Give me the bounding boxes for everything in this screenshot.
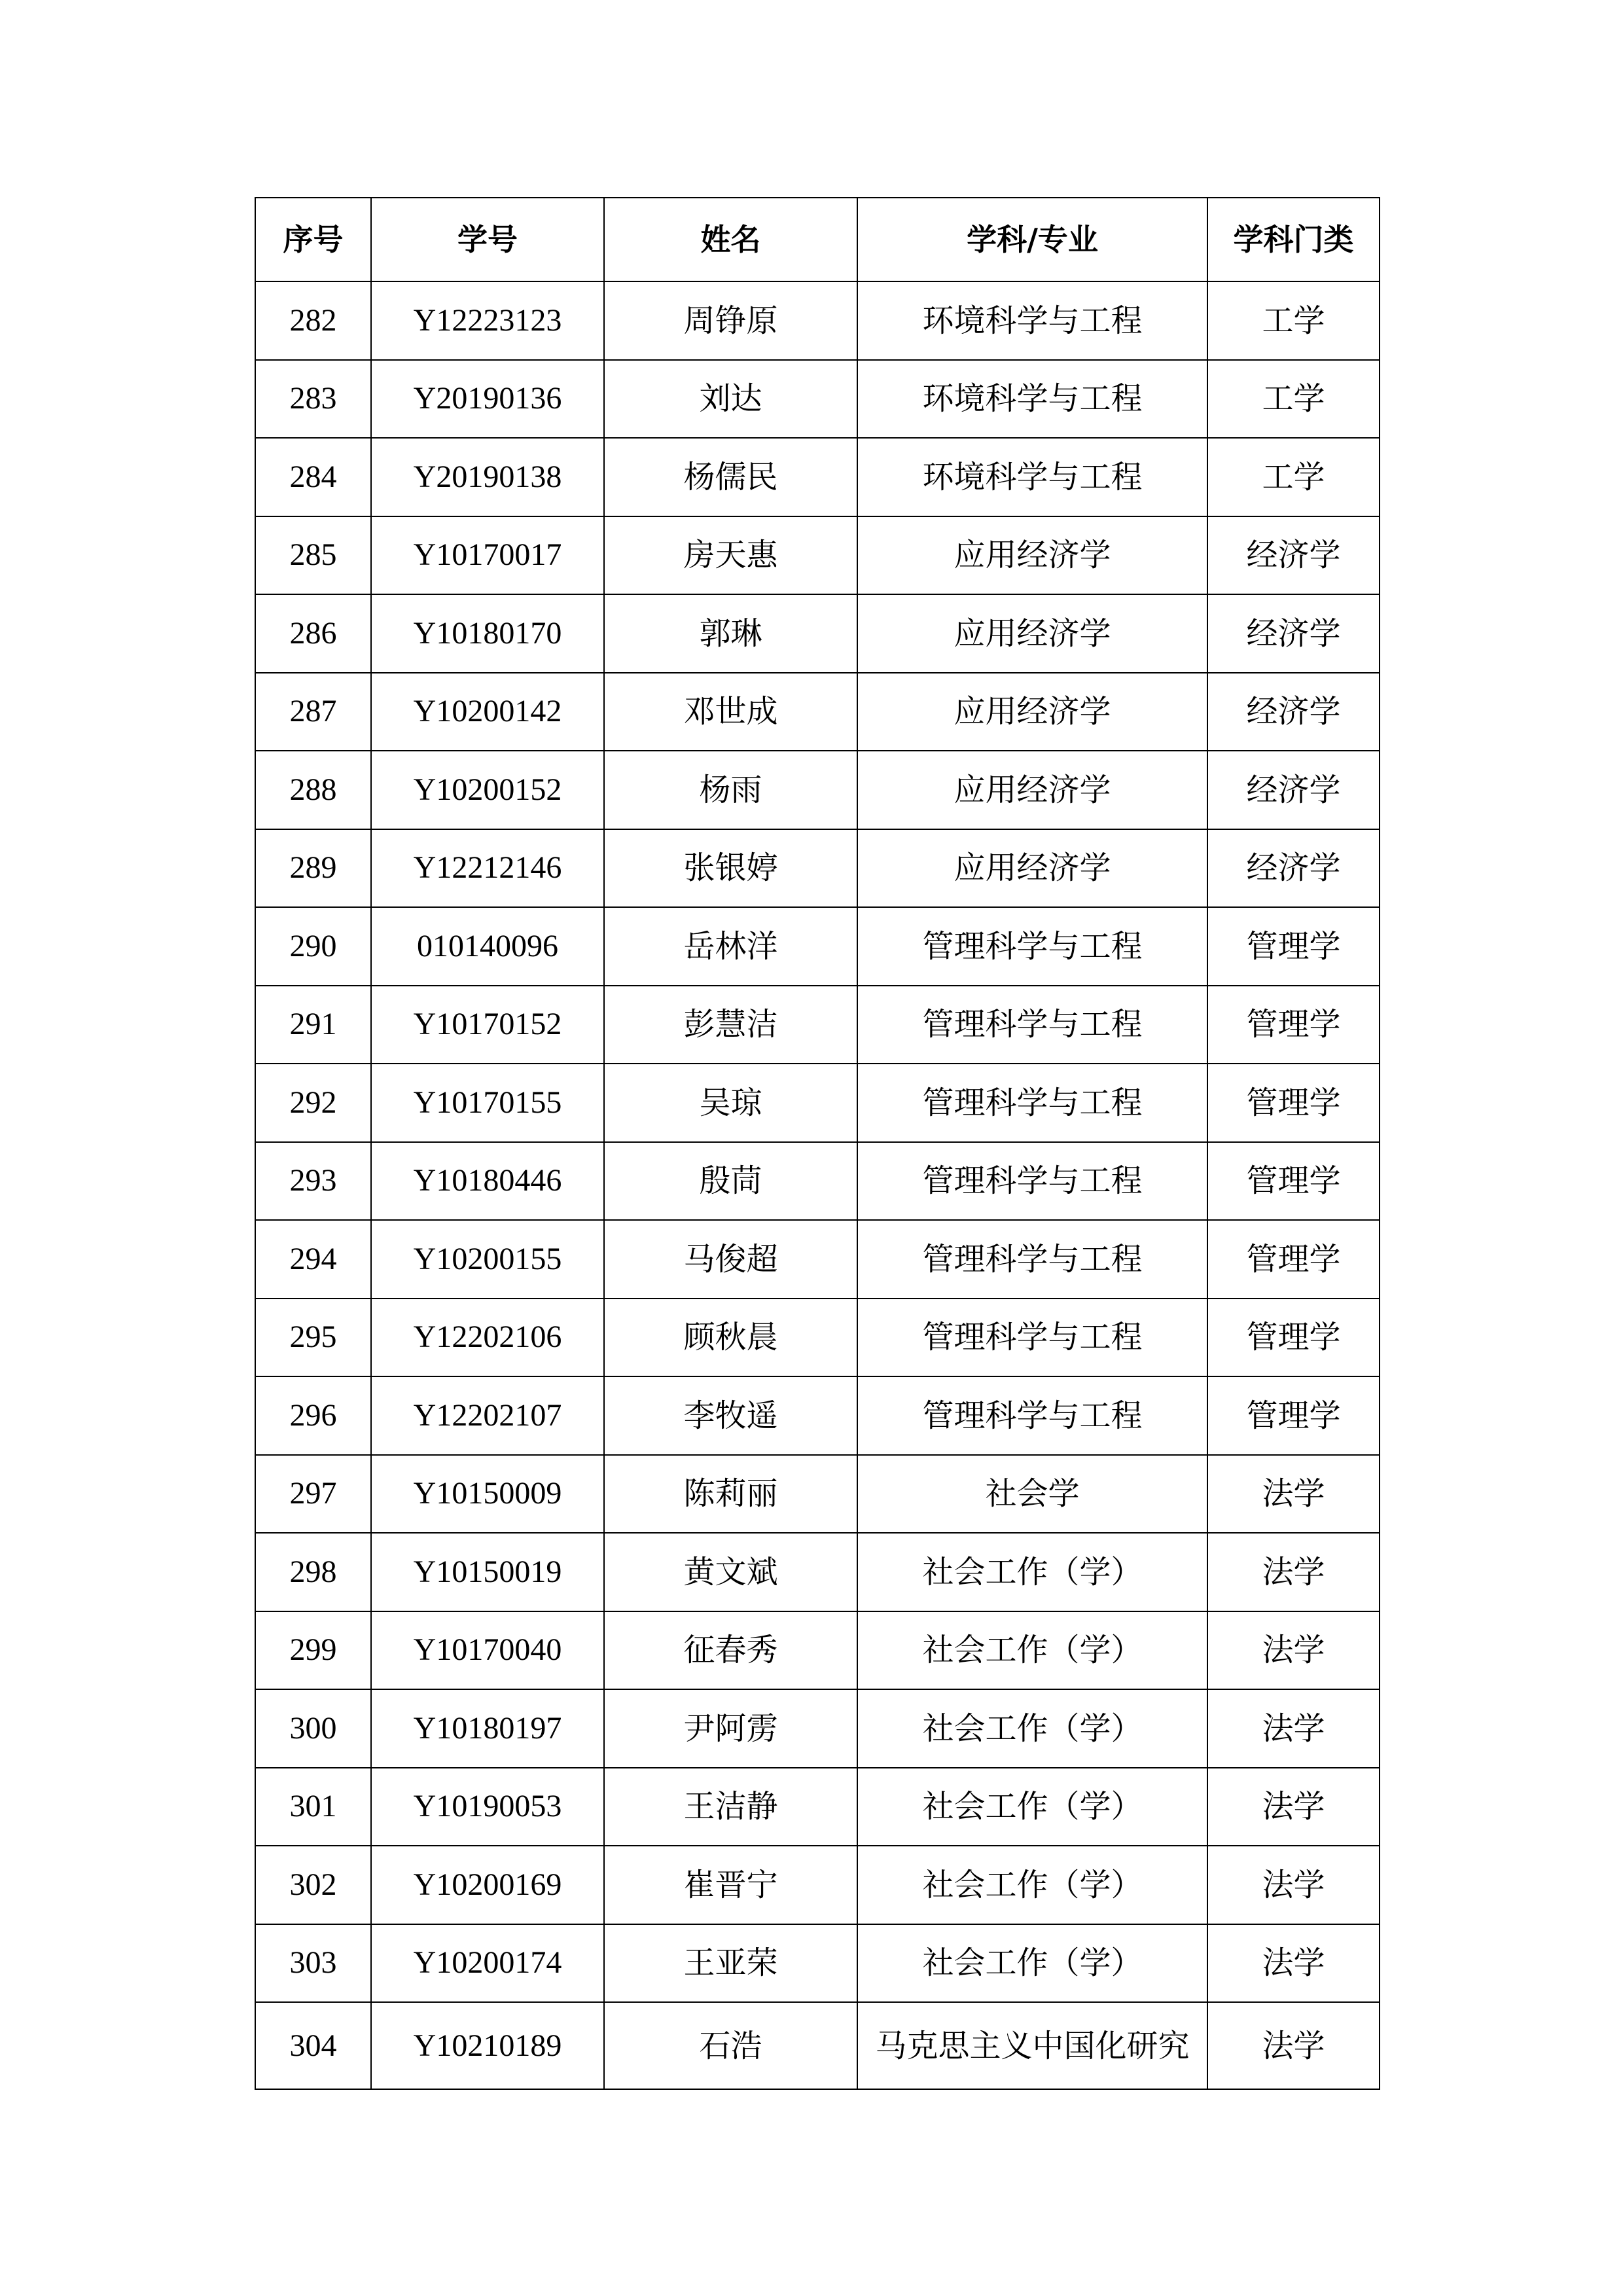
cell-seq: 294 [255, 1220, 371, 1299]
cell-category: 管理学 [1207, 986, 1380, 1064]
cell-category: 工学 [1207, 438, 1380, 516]
cell-student-id: Y10150019 [371, 1533, 604, 1611]
cell-student-id: Y10180446 [371, 1142, 604, 1221]
cell-major: 管理科学与工程 [857, 1299, 1207, 1377]
cell-category: 法学 [1207, 1689, 1380, 1768]
table-row [255, 516, 1380, 595]
cell-seq: 300 [255, 1689, 371, 1768]
cell-name: 岳林洋 [604, 907, 857, 986]
cell-name: 郭琳 [604, 594, 857, 673]
table-body [255, 281, 1380, 2089]
cell-major: 社会工作（学） [857, 1689, 1207, 1768]
cell-seq: 284 [255, 438, 371, 516]
table-row [255, 1689, 1380, 1768]
cell-student-id: Y10200142 [371, 673, 604, 751]
cell-category: 管理学 [1207, 907, 1380, 986]
cell-major: 社会工作（学） [857, 1768, 1207, 1846]
cell-seq: 303 [255, 1924, 371, 2003]
cell-seq: 293 [255, 1142, 371, 1221]
cell-category: 经济学 [1207, 594, 1380, 673]
cell-name: 王亚荣 [604, 1924, 857, 2003]
cell-name: 邓世成 [604, 673, 857, 751]
cell-category: 管理学 [1207, 1142, 1380, 1221]
cell-student-id: Y10200152 [371, 751, 604, 829]
cell-major: 马克思主义中国化研究 [857, 2002, 1207, 2089]
table-row [255, 1768, 1380, 1846]
table-row [255, 438, 1380, 516]
cell-student-id: Y10200174 [371, 1924, 604, 2003]
table-row [255, 2002, 1380, 2089]
cell-seq: 302 [255, 1846, 371, 1924]
cell-student-id: Y10170152 [371, 986, 604, 1064]
cell-category: 管理学 [1207, 1220, 1380, 1299]
cell-seq: 298 [255, 1533, 371, 1611]
cell-student-id: Y20190136 [371, 360, 604, 439]
cell-name: 吴琼 [604, 1064, 857, 1142]
cell-seq: 283 [255, 360, 371, 439]
cell-major: 管理科学与工程 [857, 907, 1207, 986]
cell-name: 周铮原 [604, 281, 857, 360]
cell-seq: 286 [255, 594, 371, 673]
cell-name: 崔晋宁 [604, 1846, 857, 1924]
cell-student-id: Y10170040 [371, 1611, 604, 1690]
cell-category: 经济学 [1207, 516, 1380, 595]
table-row [255, 1142, 1380, 1221]
cell-major: 管理科学与工程 [857, 1142, 1207, 1221]
cell-major: 管理科学与工程 [857, 1376, 1207, 1455]
cell-name: 顾秋晨 [604, 1299, 857, 1377]
cell-category: 法学 [1207, 1924, 1380, 2003]
cell-name: 王洁静 [604, 1768, 857, 1846]
table-row [255, 360, 1380, 439]
cell-category: 法学 [1207, 1533, 1380, 1611]
table-row [255, 986, 1380, 1064]
cell-category: 经济学 [1207, 829, 1380, 908]
cell-seq: 295 [255, 1299, 371, 1377]
cell-seq: 287 [255, 673, 371, 751]
table-row [255, 1064, 1380, 1142]
table-row [255, 1924, 1380, 2003]
cell-name: 杨儒民 [604, 438, 857, 516]
cell-name: 彭慧洁 [604, 986, 857, 1064]
cell-major: 社会工作（学） [857, 1846, 1207, 1924]
cell-student-id: Y12202107 [371, 1376, 604, 1455]
cell-seq: 282 [255, 281, 371, 360]
cell-category: 经济学 [1207, 673, 1380, 751]
cell-name: 黄文斌 [604, 1533, 857, 1611]
cell-category: 工学 [1207, 281, 1380, 360]
cell-student-id: Y12223123 [371, 281, 604, 360]
cell-student-id: Y12212146 [371, 829, 604, 908]
cell-major: 应用经济学 [857, 673, 1207, 751]
cell-name: 陈莉丽 [604, 1455, 857, 1534]
table-row [255, 751, 1380, 829]
cell-category: 工学 [1207, 360, 1380, 439]
cell-category: 法学 [1207, 1846, 1380, 1924]
cell-major: 环境科学与工程 [857, 360, 1207, 439]
cell-student-id: Y10210189 [371, 2002, 604, 2089]
cell-major: 管理科学与工程 [857, 986, 1207, 1064]
cell-name: 李牧遥 [604, 1376, 857, 1455]
table-row [255, 907, 1380, 986]
header-student-id: 学号 [371, 198, 604, 281]
cell-name: 征春秀 [604, 1611, 857, 1690]
cell-seq: 285 [255, 516, 371, 595]
table-row [255, 594, 1380, 673]
cell-major: 环境科学与工程 [857, 281, 1207, 360]
cell-student-id: Y10200155 [371, 1220, 604, 1299]
cell-seq: 304 [255, 2002, 371, 2089]
cell-seq: 299 [255, 1611, 371, 1690]
cell-student-id: Y10180170 [371, 594, 604, 673]
table-row [255, 1533, 1380, 1611]
table-row [255, 1846, 1380, 1924]
cell-student-id: Y10190053 [371, 1768, 604, 1846]
cell-major: 管理科学与工程 [857, 1220, 1207, 1299]
cell-seq: 292 [255, 1064, 371, 1142]
cell-seq: 290 [255, 907, 371, 986]
header-row [255, 198, 1380, 281]
cell-student-id: Y12202106 [371, 1299, 604, 1377]
header-major: 学科/专业 [857, 198, 1207, 281]
cell-category: 法学 [1207, 1455, 1380, 1534]
table-row [255, 1611, 1380, 1690]
cell-category: 法学 [1207, 1768, 1380, 1846]
table-row [255, 673, 1380, 751]
cell-name: 房天惠 [604, 516, 857, 595]
cell-major: 社会工作（学） [857, 1924, 1207, 2003]
cell-seq: 296 [255, 1376, 371, 1455]
cell-major: 应用经济学 [857, 594, 1207, 673]
roster-table [255, 197, 1380, 2090]
cell-major: 社会工作（学） [857, 1533, 1207, 1611]
cell-seq: 291 [255, 986, 371, 1064]
cell-student-id: Y10200169 [371, 1846, 604, 1924]
cell-major: 应用经济学 [857, 829, 1207, 908]
cell-major: 环境科学与工程 [857, 438, 1207, 516]
table-row [255, 1376, 1380, 1455]
cell-name: 殷茼 [604, 1142, 857, 1221]
cell-student-id: Y10170017 [371, 516, 604, 595]
table-row [255, 1220, 1380, 1299]
cell-seq: 288 [255, 751, 371, 829]
cell-category: 法学 [1207, 1611, 1380, 1690]
cell-major: 社会工作（学） [857, 1611, 1207, 1690]
cell-name: 尹阿雳 [604, 1689, 857, 1768]
cell-major: 社会学 [857, 1455, 1207, 1534]
cell-category: 法学 [1207, 2002, 1380, 2089]
header-seq: 序号 [255, 198, 371, 281]
cell-seq: 297 [255, 1455, 371, 1534]
cell-major: 管理科学与工程 [857, 1064, 1207, 1142]
table-row [255, 281, 1380, 360]
cell-name: 马俊超 [604, 1220, 857, 1299]
cell-category: 管理学 [1207, 1376, 1380, 1455]
cell-major: 应用经济学 [857, 751, 1207, 829]
cell-name: 石浩 [604, 2002, 857, 2089]
table-row [255, 1455, 1380, 1534]
cell-category: 管理学 [1207, 1064, 1380, 1142]
cell-student-id: Y10180197 [371, 1689, 604, 1768]
cell-name: 刘达 [604, 360, 857, 439]
cell-student-id: Y10170155 [371, 1064, 604, 1142]
header-name: 姓名 [604, 198, 857, 281]
cell-student-id: Y20190138 [371, 438, 604, 516]
cell-category: 管理学 [1207, 1299, 1380, 1377]
cell-name: 杨雨 [604, 751, 857, 829]
cell-name: 张银婷 [604, 829, 857, 908]
cell-major: 应用经济学 [857, 516, 1207, 595]
table-row [255, 829, 1380, 908]
cell-student-id: Y10150009 [371, 1455, 604, 1534]
table-row [255, 1299, 1380, 1377]
cell-seq: 301 [255, 1768, 371, 1846]
cell-student-id: 010140096 [371, 907, 604, 986]
cell-seq: 289 [255, 829, 371, 908]
header-category: 学科门类 [1207, 198, 1380, 281]
cell-category: 经济学 [1207, 751, 1380, 829]
